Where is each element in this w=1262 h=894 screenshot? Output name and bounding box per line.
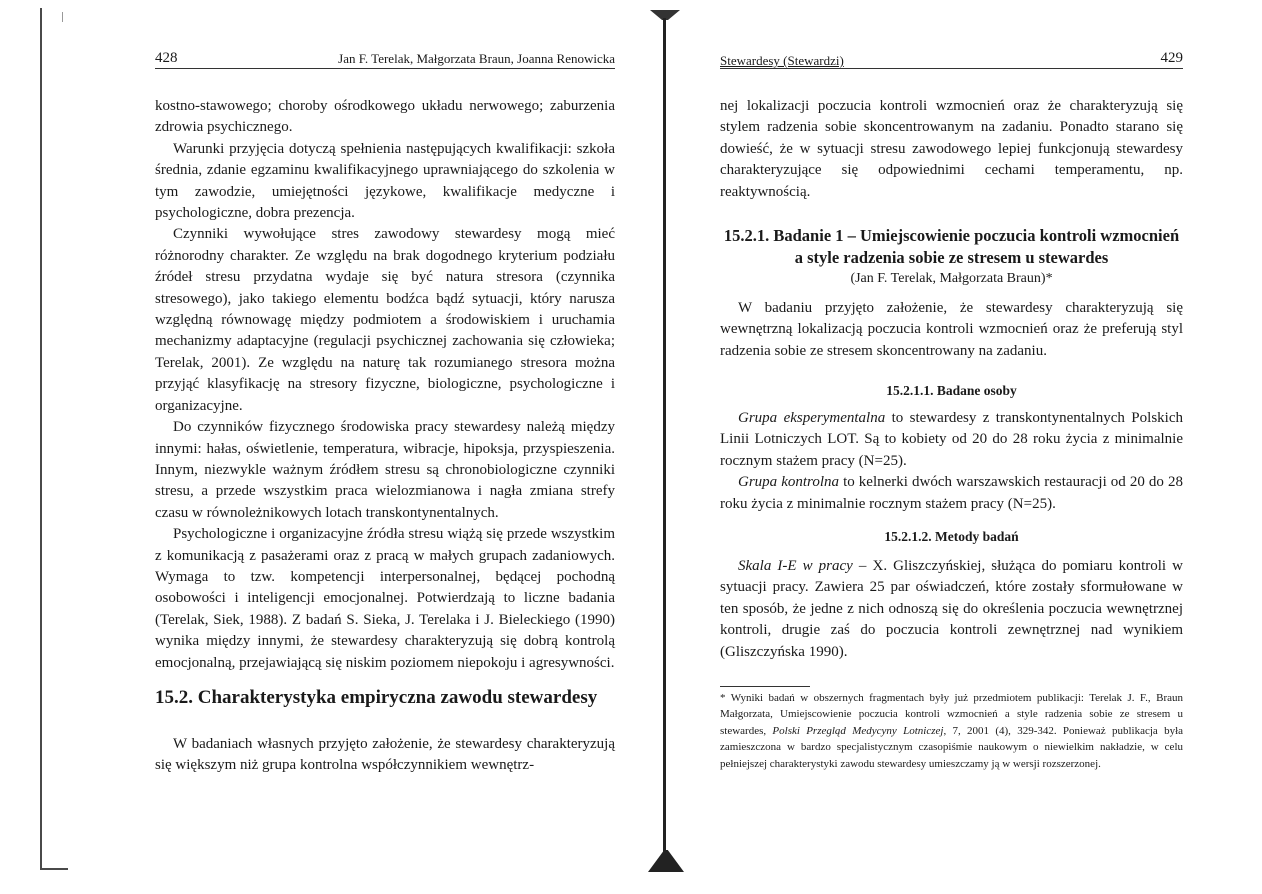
section-body [155, 734, 615, 777]
left-body [155, 96, 615, 674]
footnote [720, 690, 1183, 772]
gutter-shadow-bottom [648, 850, 684, 872]
participants-body [720, 408, 1183, 515]
right-page-number: 429 [1160, 50, 1183, 66]
paragraph: W badaniach własnych przyjęto założenie, że stewardesy charakteryzują się większym niż grupa kontrolna współczynnikiem wewnętrz- [155, 736, 615, 774]
subsection-heading-line2: a style radzenia sobie ze stresem u stewardes [794, 248, 1109, 267]
paragraph-text: – X. Gliszczyńskiej, służąca do pomiaru kontroli w sytuacji pracy. Zawiera 25 par oświadczeń, które zostały sformułowane w ten sposób, że jedne z nich odnoszą się do określenia poczucia wewnętrznej kontroli, drugie zaś do poczucia kontroli zewnętrznej nad wynikiem (Gliszczyńska 1990). [720, 558, 1183, 660]
paragraph: Czynniki wywołujące stres zawodowy stewardesy mogą mieć różnorodny charakter. Ze względu na brak dogodnego kryterium podziału źródeł stresu przydatna wydaje się być natura stresora (czynnika stresowego), jako takiego elementu bodźca bądź sytuacji, który narusza względną równowagę między podmiotem a środowiskiem i uruchamia mechanizmy adaptacyjne (regulacji psychicznej zachowania się człowieka; Terelak, 2001). Ze względu na naturę tak rozumianego stresora można przyjąć klasyfikację na stresory fizyczne, biologiczne, psychologiczne i organizacyjne. [155, 226, 615, 414]
right-running-title: Stewardesy (Stewardzi) [720, 53, 844, 68]
paragraph: Psychologiczne i organizacyjne źródła stresu wiążą się przede wszystkim z komunikacją z pasażerami oraz z pracą w małych grupach zadaniowych. Wymaga to tzw. kompetencji interpersonalnej, będącej pochodną osobowości i inteligencji emocjonalnej. Potwierdzają to liczne badania (Terelak, Siek, 1988). Z badań S. Sieka, J. Terelaka i J. Bieleckiego (1990) wynika między innymi, że stewardesy charakteryzują się dobrą kontrolą emocjonalną, przejawiającą się niskim poziomem niepokoju i agresywności. [155, 526, 615, 671]
left-page-number: 428 [155, 50, 178, 66]
footnote-journal: Polski Przegląd Medycyny Lotniczej [772, 724, 944, 737]
paragraph-text: to kelnerki dwóch warszawskich restauracji od 20 do 28 roku życia z minimalnie rocznym stażem pracy (N=25). [720, 474, 1183, 512]
scan-edge-left [40, 8, 42, 870]
methods-body [720, 556, 1183, 663]
term-italic: Skala I-E w pracy [738, 558, 853, 574]
paragraph: Do czynników fizycznego środowiska pracy stewardesy należą między innymi: hałas, oświetlenie, temperatura, wibracje, hipoksja, przyspieszenia. Innym, niezwykle ważnym źródłem stresu są chronobiologiczne czynniki stresu, a przede wszystkim praca wielozmianowa i nagła zmiana strefy czasu w równoleżnikowych lotach transkontynentalnych. [155, 419, 615, 521]
paragraph: W badaniu przyjęto założenie, że stewardesy charakteryzują się wewnętrzną lokalizacją poczucia kontroli wzmocnień oraz że preferują styl radzenia sobie ze stresem skoncentrowany na zadaniu. [720, 300, 1183, 359]
paragraph [720, 472, 1183, 515]
paragraph [720, 556, 1183, 663]
scan-mark [62, 12, 63, 22]
paragraph: Warunki przyjęcia dotyczą spełnienia następujących kwalifikacji: szkoła średnia, zdanie egzaminu kwalifikacyjnego uprawniającego do szkolenia w tym zawodzie, umiejętności językowe, kwalifikacje medyczne i psychologiczne, dobra prezencja. [155, 140, 615, 222]
term-italic: Grupa kontrolna [738, 474, 840, 491]
right-running-head [720, 50, 1183, 69]
subsection-heading [720, 225, 1183, 289]
paragraph-text: to stewardesy z transkontynentalnych Polskich Linii Lotniczych LOT. Są to kobiety od 20 do 28 roku życia z minimalnie rocznym stażem pracy (N=25). [720, 410, 1183, 469]
footnote-text-end: , 7, 2001 (4), 329-342. Ponieważ publikacja była zamieszczona w bardzo specjalistycznym czasopiśmie naukowym o niewielkim nakładzie, w celu pełniejszej charakterystyki zawodu stewardesy umieszczamy ją w wersji rozszerzonej. [720, 724, 1184, 770]
heading-badane-osoby: 15.2.1.1. Badane osoby [886, 383, 1017, 398]
paragraph: nej lokalizacji poczucia kontroli wzmocnień oraz że charakteryzują się stylem radzenia sobie skoncentrowanym na zadaniu. Ponadto starano się dowieść, że w sytuacji stresu zawodowego lepiej funkcjonują stewardesy charakteryzujące się odpowiednimi cechami temperamentu, np. reaktywnością. [720, 98, 1183, 200]
subsection-heading-line1: 15.2.1. Badanie 1 – Umiejscowienie poczucia kontroli wzmocnień [723, 226, 1180, 245]
book-gutter [663, 18, 666, 858]
footnote-text: * Wyniki badań w obszernych fragmentach były już przedmiotem publikacji: Terelak J. F., Braun Małgorzata, Umiejscowienie poczucia kontroli wzmocnień a style radzenia sobie ze stresem u stewardes, [720, 692, 1183, 737]
subsection-authors: (Jan F. Terelak, Małgorzata Braun)* [850, 271, 1053, 286]
scan-edge-left-foot [40, 868, 68, 870]
paragraph [720, 408, 1183, 472]
section-heading: 15.2. Charakterystyka empiryczna zawodu stewardesy [155, 687, 598, 708]
right-body-continuation [720, 96, 1183, 203]
term-italic: Grupa eksperymentalna [738, 410, 886, 426]
paragraph: kostno-stawowego; choroby ośrodkowego układu nerwowego; zaburzenia zdrowia psychicznego. [155, 98, 615, 136]
left-running-title: Jan F. Terelak, Małgorzata Braun, Joanna Renowicka [338, 51, 615, 66]
footnote-rule [720, 686, 810, 687]
heading-metody: 15.2.1.2. Metody badań [884, 529, 1019, 544]
subsection-body [720, 298, 1183, 362]
left-running-head [155, 50, 615, 69]
